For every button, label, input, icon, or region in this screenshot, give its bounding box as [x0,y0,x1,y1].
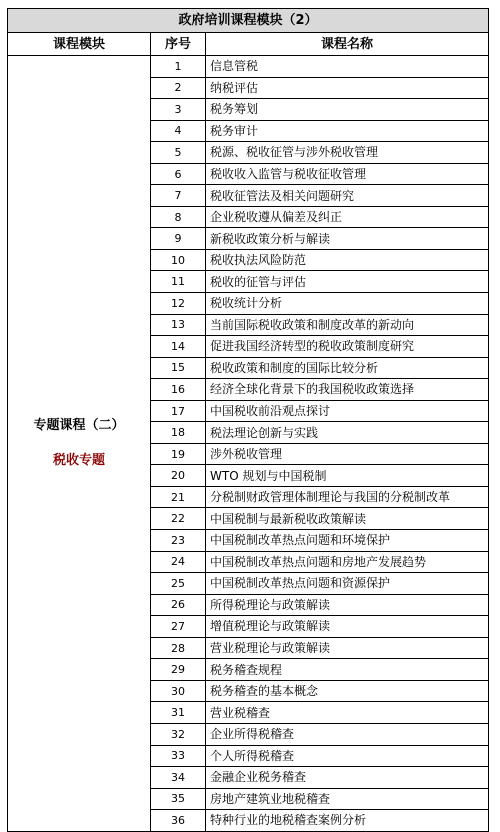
row-index: 2 [151,77,206,99]
course-name: 税法理论创新与实践 [206,422,489,444]
course-name: 税源、税收征管与涉外税收管理 [206,142,489,164]
course-name: 税收政策和制度的国际比较分析 [206,357,489,379]
module-cell [8,56,151,832]
row-index: 36 [151,810,206,832]
course-name: 税收统计分析 [206,293,489,315]
row-index: 26 [151,594,206,616]
course-name: 税务筹划 [206,99,489,121]
course-name: 税务稽查规程 [206,659,489,681]
row-index: 34 [151,767,206,789]
course-name: 中国税制改革热点问题和环境保护 [206,530,489,552]
course-name: 税收收入监管与税收征收管理 [206,163,489,185]
course-name: 企业所得税稽查 [206,723,489,745]
course-name: 企业税收遵从偏差及纠正 [206,206,489,228]
course-name: 中国税制改革热点问题和房地产发展趋势 [206,551,489,573]
course-name: 增值税理论与政策解读 [206,616,489,638]
course-name: 纳税评估 [206,77,489,99]
table-row [8,56,489,78]
course-name: 新税收政策分析与解读 [206,228,489,250]
course-name: 中国税制与最新税收政策解读 [206,508,489,530]
course-name: 分税制财政管理体制理论与我国的分税制改革 [206,486,489,508]
table-header-row [8,33,489,56]
row-index: 28 [151,637,206,659]
row-index: 25 [151,573,206,595]
course-name: 营业税理论与政策解读 [206,637,489,659]
module-subtitle: 税收专题 [52,453,105,469]
course-name: 经济全球化背景下的我国税收政策选择 [206,379,489,401]
row-index: 7 [151,185,206,207]
table-body [8,56,489,832]
course-name: WTO 规划与中国税制 [206,465,489,487]
course-name: 税收征管法及相关问题研究 [206,185,489,207]
course-name: 促进我国经济转型的税收政策制度研究 [206,336,489,358]
row-index: 24 [151,551,206,573]
course-name: 金融企业税务稽查 [206,767,489,789]
row-index: 33 [151,745,206,767]
course-name: 信息管税 [206,56,489,78]
row-index: 1 [151,56,206,78]
row-index: 18 [151,422,206,444]
course-table [7,8,489,832]
table-title-row [8,9,489,33]
row-index: 32 [151,723,206,745]
row-index: 22 [151,508,206,530]
course-name: 税收的征管与评估 [206,271,489,293]
header-module: 课程模块 [8,33,151,56]
row-index: 35 [151,788,206,810]
course-name: 税务稽查的基本概念 [206,680,489,702]
row-index: 30 [151,680,206,702]
row-index: 11 [151,271,206,293]
row-index: 16 [151,379,206,401]
course-name: 涉外税收管理 [206,443,489,465]
row-index: 21 [151,486,206,508]
header-course: 课程名称 [206,33,489,56]
course-name: 营业税稽查 [206,702,489,724]
course-name: 税收执法风险防范 [206,249,489,271]
course-name: 所得税理论与政策解读 [206,594,489,616]
row-index: 5 [151,142,206,164]
row-index: 14 [151,336,206,358]
course-name: 特种行业的地税稽查案例分析 [206,810,489,832]
row-index: 12 [151,293,206,315]
row-index: 8 [151,206,206,228]
row-index: 10 [151,249,206,271]
course-name: 当前国际税收政策和制度改革的新动向 [206,314,489,336]
module-name: 专题课程（二） [33,418,125,434]
row-index: 3 [151,99,206,121]
row-index: 9 [151,228,206,250]
row-index: 23 [151,530,206,552]
course-name: 中国税收前沿观点探讨 [206,400,489,422]
course-name: 房地产建筑业地税稽查 [206,788,489,810]
row-index: 4 [151,120,206,142]
row-index: 27 [151,616,206,638]
course-name: 个人所得税稽查 [206,745,489,767]
table-title: 政府培训课程模块（2） [8,9,489,33]
row-index: 15 [151,357,206,379]
course-name: 税务审计 [206,120,489,142]
row-index: 6 [151,163,206,185]
row-index: 17 [151,400,206,422]
header-index: 序号 [151,33,206,56]
row-index: 29 [151,659,206,681]
course-name: 中国税制改革热点问题和资源保护 [206,573,489,595]
row-index: 20 [151,465,206,487]
row-index: 13 [151,314,206,336]
row-index: 31 [151,702,206,724]
row-index: 19 [151,443,206,465]
